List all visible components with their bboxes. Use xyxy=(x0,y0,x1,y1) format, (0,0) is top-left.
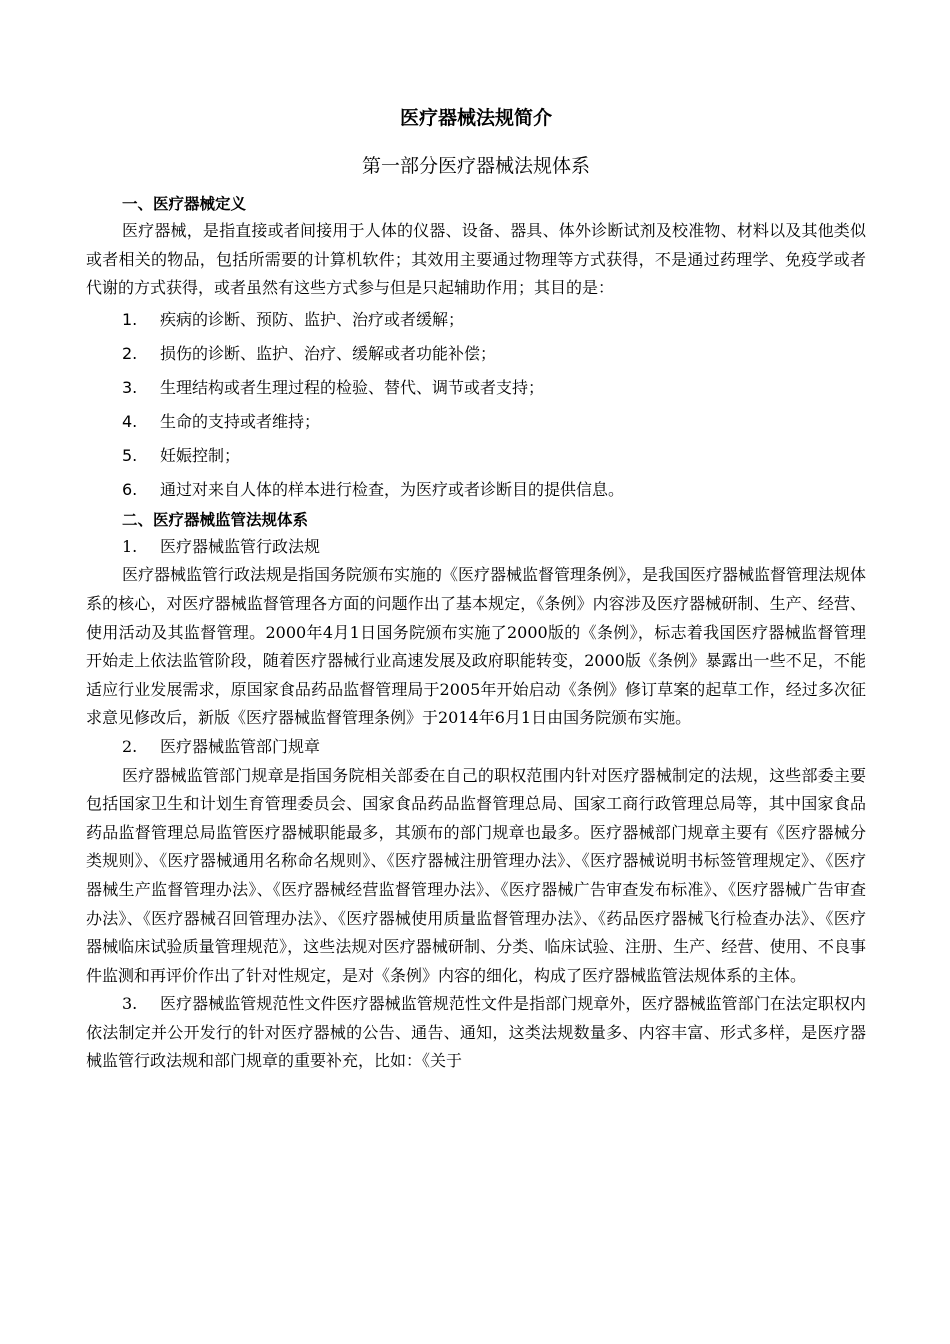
subsection-title: 医疗器械监管行政法规 xyxy=(160,536,321,556)
normative-documents-text: 医疗器械监管规范性文件医疗器械监管规范性文件是指部门规章外，医疗器械监管部门在法定职权内依法制定并公开发行的针对医疗器械的公告、通告、通知，这类法规数量多、内容丰富、形式多样，是医疗器械监管行政法规和部门规章的重要补充，比如：《关于 xyxy=(86,994,866,1071)
list-item-number: 3. xyxy=(122,377,138,397)
normative-documents-paragraph xyxy=(86,990,866,1076)
administrative-regulations-paragraph: 医疗器械监管行政法规是指国务院颁布实施的《医疗器械监督管理条例》，是我国医疗器械监督管理法规体系的核心，对医疗器械监督管理各方面的问题作出了基本规定，《条例》内容涉及医疗器械研制、生产、经营、使用活动及其监督管理。2000年4月1日国务院颁布实施了2000版的《条例》，标志着我国医疗器械监督管理开始走上依法监管阶段，随着医疗器械行业高速发展及政府职能转变，2000版《条例》暴露出一些不足，不能适应行业发展需求，原国家食品药品监督管理局于2005年开始启动《条例》修订草案的起草工作，经过多次征求意见修改后，新版《医疗器械监督管理条例》于2014年6月1日由国务院颁布实施。 xyxy=(86,565,867,728)
subsection-heading-administrative-regulations xyxy=(86,533,866,562)
list-item-text: 疾病的诊断、预防、监护、治疗或者缓解； xyxy=(160,309,465,329)
list-item-number: 1. xyxy=(122,309,138,329)
list-item-number: 2. xyxy=(122,343,138,363)
list-item-number: 6. xyxy=(122,479,138,499)
subsection-number: 3. xyxy=(122,994,138,1014)
section-heading-regulation-system: 二、医疗器械监管法规体系 xyxy=(122,510,309,529)
list-item xyxy=(86,439,866,473)
list-item-text: 损伤的诊断、监护、治疗、缓解或者功能补偿； xyxy=(160,343,497,363)
list-item xyxy=(86,473,866,507)
subsection-heading-department-rules xyxy=(86,733,866,762)
section-heading-definition: 一、医疗器械定义 xyxy=(122,195,247,213)
subsection-title: 医疗器械监管部门规章 xyxy=(160,736,321,756)
subsection-number: 1. xyxy=(122,536,138,556)
list-item xyxy=(86,405,866,439)
list-item xyxy=(86,303,866,337)
purpose-list xyxy=(86,303,866,507)
list-item-text: 通过对来自人体的样本进行检查，为医疗或者诊断目的提供信息。 xyxy=(160,479,625,499)
department-rules-paragraph: 医疗器械监管部门规章是指国务院相关部委在自己的职权范围内针对医疗器械制定的法规，这些部委主要包括国家卫生和计划生育管理委员会、国家食品药品监督管理总局、国家工商行政管理总局等，其中国家食品药品监督管理总局监管医疗器械职能最多，其颁布的部门规章也最多。医疗器械部门规章主要有《医疗器械分类规则》、《医疗器械通用名称命名规则》、《医疗器械注册管理办法》、《医疗器械说明书标签管理规定》、《医疗器械生产监督管理办法》、《医疗器械经营监督管理办法》、《医疗器械广告审查发布标准》、《医疗器械广告审查办法》、《医疗器械召回管理办法》、《医疗器械使用质量监督管理办法》、《药品医疗器械飞行检查办法》、《医疗器械临床试验质量管理规范》，这些法规对医疗器械研制、分类、临床试验、注册、生产、经营、使用、不良事件监测和再评价作出了针对性规定，是对《条例》内容的细化，构成了医疗器械监管法规体系的主体。 xyxy=(86,765,866,985)
list-item xyxy=(86,371,866,405)
list-item-number: 5. xyxy=(122,445,138,465)
list-item-text: 生命的支持或者维持； xyxy=(160,411,321,431)
subsection-number: 2. xyxy=(122,736,138,756)
document-page xyxy=(86,103,866,1076)
document-title: 医疗器械法规简介 xyxy=(399,107,552,129)
part-title: 第一部分医疗器械法规体系 xyxy=(361,155,590,177)
list-item xyxy=(86,337,866,371)
list-item-text: 妊娠控制； xyxy=(160,445,241,465)
list-item-number: 4. xyxy=(122,411,138,431)
definition-paragraph: 医疗器械，是指直接或者间接用于人体的仪器、设备、器具、体外诊断试剂及校准物、材料以及其他类似或者相关的物品，包括所需要的计算机软件；其效用主要通过物理等方式获得，不是通过药理学、免疫学或者代谢的方式获得，或者虽然有这些方式参与但是只起辅助作用；其目的是： xyxy=(86,221,866,298)
list-item-text: 生理结构或者生理过程的检验、替代、调节或者支持； xyxy=(160,377,545,397)
